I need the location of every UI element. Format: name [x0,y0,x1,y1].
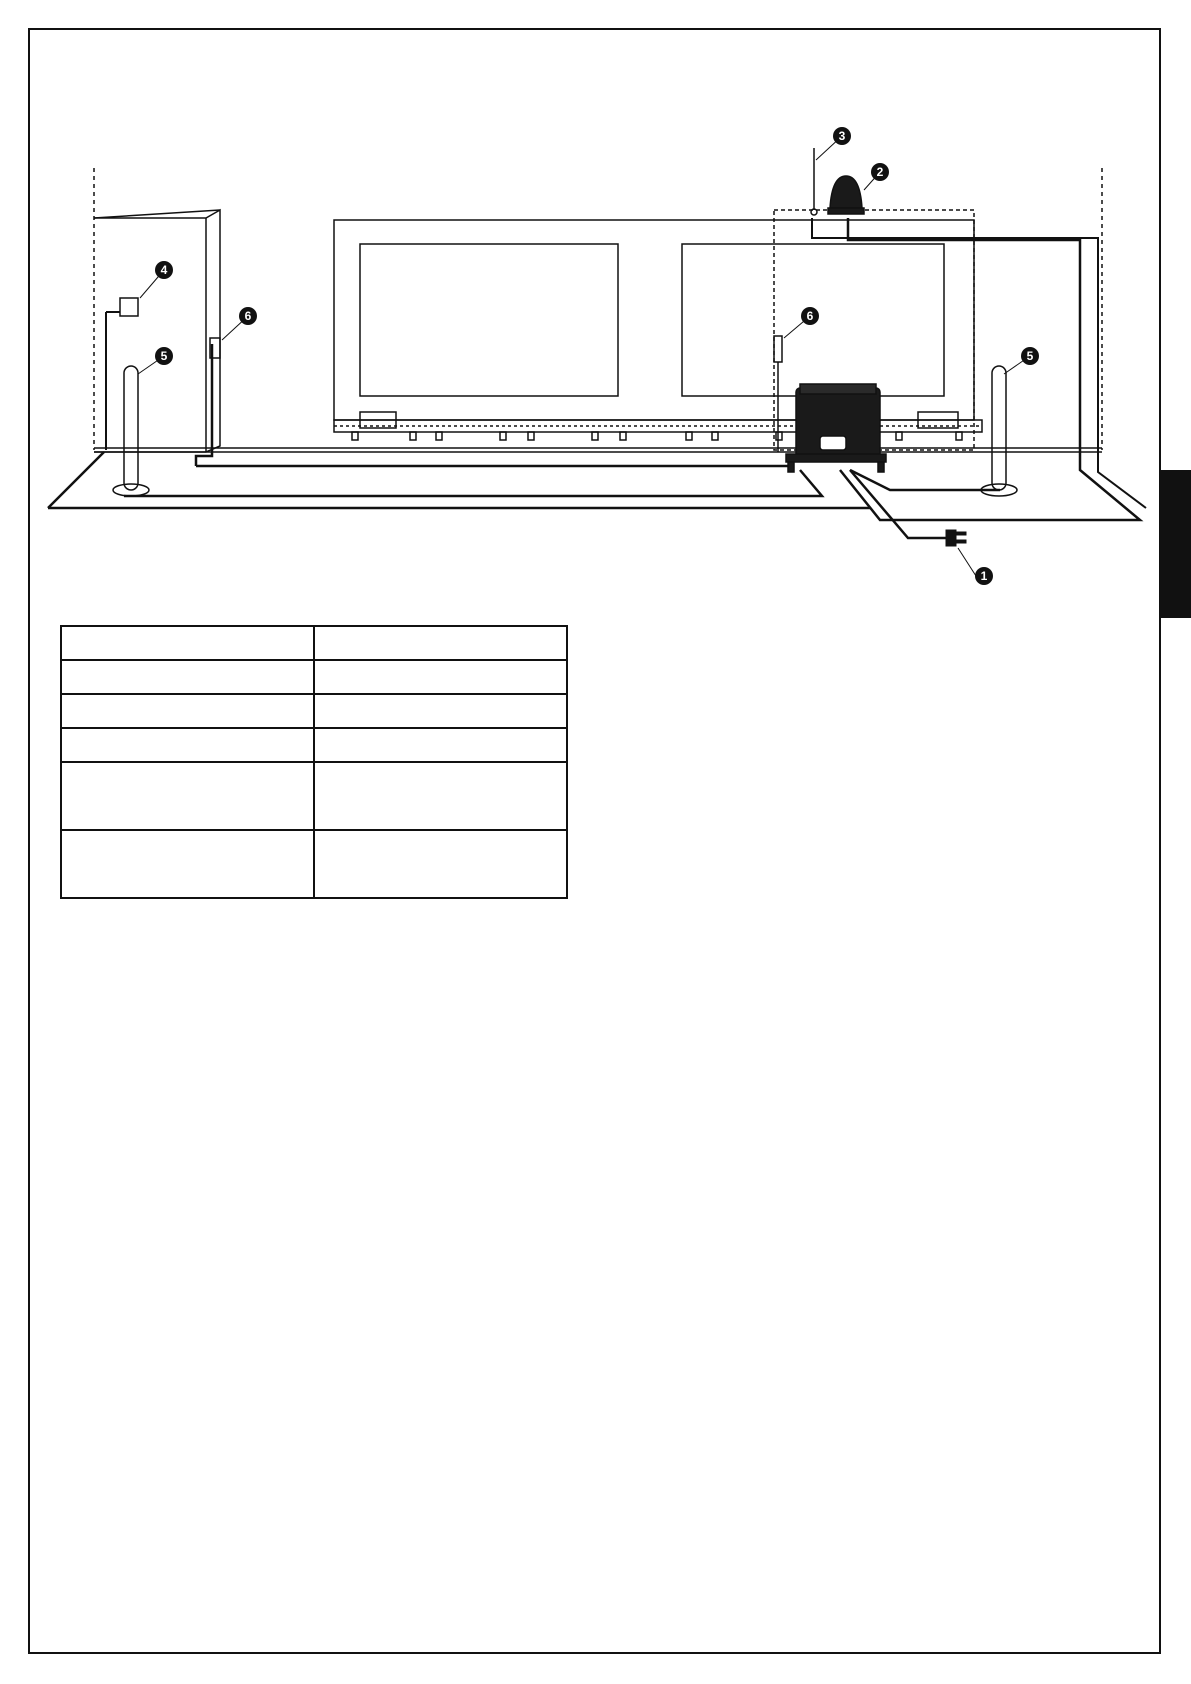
table-cell [314,830,567,898]
svg-text:2: 2 [876,165,884,179]
cable-route-outer [48,452,870,508]
callout-2 [871,163,889,181]
table-row [61,728,567,762]
callout-5-right [1021,347,1039,365]
table-cell [61,660,314,694]
cable-route-flash [840,218,1140,520]
table-cell [61,762,314,830]
table-row [61,694,567,728]
gate-window-left [360,244,618,396]
callout-6-column [801,307,819,325]
cable-route-antenna [812,218,1146,508]
left-pillar [94,210,220,452]
callout-5-left [155,347,173,365]
photocell-column [774,336,782,452]
table-row [61,660,567,694]
table-cell [314,728,567,762]
cable-route-plug [850,470,948,538]
svg-text:1: 1 [980,569,988,583]
cable-route-2 [124,470,822,496]
table-row [61,626,567,660]
callout-1 [975,567,993,585]
table-row [61,830,567,898]
callout-3 [833,127,851,145]
photocell-post-right [981,366,1017,496]
table-row [61,762,567,830]
table-cell [61,626,314,660]
table-cell [314,694,567,728]
photocell-post-left [113,366,149,496]
table-cell [61,728,314,762]
table-cell [314,626,567,660]
callout-4 [155,261,173,279]
legend-table [60,625,568,899]
cable-route-4 [196,460,790,466]
svg-text:3: 3 [838,129,846,143]
svg-text:4: 4 [160,263,168,277]
gearmotor-unit [786,384,886,472]
table-cell [314,762,567,830]
table-cell [314,660,567,694]
table-cell [61,830,314,898]
gate-installation-diagram [0,0,1191,620]
svg-text:5: 5 [1026,349,1034,363]
table-cell [61,694,314,728]
callout-6-pillar [239,307,257,325]
svg-text:5: 5 [160,349,168,363]
flashing-light-device [830,176,862,208]
svg-text:6: 6 [806,309,814,323]
svg-text:6: 6 [244,309,252,323]
cable-route-right-post [850,470,1000,490]
power-plug-device [946,530,966,546]
key-selector-device [120,298,138,316]
